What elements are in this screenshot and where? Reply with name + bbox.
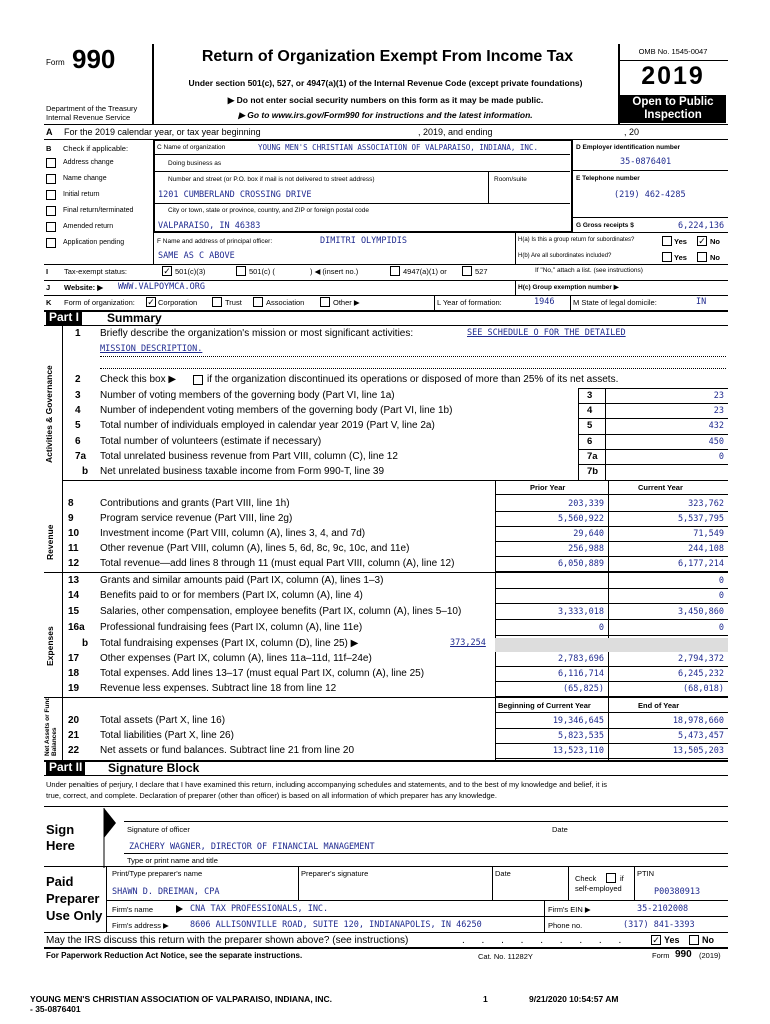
exp_lines-3-prior[interactable]: 0	[598, 623, 604, 633]
gov-line-1-box: 4	[587, 405, 593, 416]
exp_lines-3-current[interactable]: 0	[718, 623, 724, 633]
line2-checkbox[interactable]	[193, 375, 203, 385]
exp_lines-0-text: Grants and similar amounts paid (Part IX, column (A), lines 1–3)	[100, 575, 384, 586]
self-employed-label: self-employed	[575, 884, 622, 893]
form-corporation-checkbox[interactable]: ✓	[147, 297, 155, 307]
gov-line-4-text: Total unrelated business revenue from Part VIII, column (C), line 12	[100, 451, 398, 462]
form-number: 990	[72, 44, 116, 74]
instruction-ssn: ▶ Do not enter social security numbers on this form as it may be made public.	[227, 95, 544, 105]
checkbox-name-change[interactable]	[46, 174, 56, 184]
hc-label: H(c) Group exemption number ▶	[518, 284, 619, 291]
firm-phone-value[interactable]: (317) 841-3393	[623, 920, 695, 930]
exp_lines-4-text: Total fundraising expenses (Part IX, column (D), line 25) ▶	[100, 638, 359, 649]
omb-number: OMB No. 1545-0047	[638, 47, 708, 56]
rev_lines-4-text: Total revenue—add lines 8 through 11 (must equal Part VIII, column (A), line 12)	[100, 558, 455, 569]
side-net-assets: Net Assets or Fund Balances	[44, 696, 58, 756]
rev_lines-3-text: Other revenue (Part VIII, column (A), lines 5, 6d, 8c, 9c, 10c, and 11e)	[100, 543, 410, 554]
discuss-yes-checkbox[interactable]: ✓	[652, 935, 660, 945]
ein-label: D Employer identification number	[576, 144, 681, 151]
ha-no-label: No	[710, 237, 720, 246]
state-domicile-label: M State of legal domicile:	[573, 298, 657, 307]
firm-ein-label: Firm's EIN ▶	[548, 905, 591, 914]
paperwork-notice: For Paperwork Reduction Act Notice, see the separate instructions.	[46, 951, 303, 960]
status-527-checkbox[interactable]	[462, 266, 472, 276]
hb-yes-label: Yes	[674, 253, 687, 262]
state-domicile-value[interactable]: IN	[696, 297, 707, 307]
form-trust-checkbox[interactable]	[212, 297, 222, 307]
rev_lines-4-current[interactable]: 6,177,214	[677, 559, 724, 569]
rev_lines-1-num: 9	[68, 513, 74, 524]
exp_lines-2-current[interactable]: 3,450,860	[677, 607, 724, 617]
gov-line-3-box: 6	[587, 436, 593, 447]
org-box-frame	[153, 139, 573, 233]
dba-label: Doing business as	[168, 160, 222, 167]
here-label: Here	[46, 838, 75, 853]
rev_lines-3-current[interactable]: 244,108	[688, 544, 724, 554]
net_lines-2-prior[interactable]: 13,523,110	[552, 746, 604, 756]
sig-date-label: Date	[552, 825, 568, 834]
net_lines-2-num: 22	[68, 745, 80, 756]
line-a-label: A	[46, 127, 53, 137]
open-line1: Open to Public	[632, 96, 714, 108]
exp_lines-0-current[interactable]: 0	[718, 576, 724, 586]
line16b-shaded	[495, 638, 728, 652]
instruction-website: ▶ Go to www.irs.gov/Form990 for instructions and the latest information.	[238, 110, 533, 120]
line-k-text: Form of organization:	[64, 298, 135, 307]
exp_lines-5-prior[interactable]: 2,783,696	[557, 654, 604, 664]
net_lines-2-current[interactable]: 13,505,203	[672, 746, 724, 756]
side-expenses: Expenses	[45, 626, 55, 666]
officer-address[interactable]: SAME AS C ABOVE	[158, 251, 235, 261]
b-item-name-change: Name change	[63, 175, 107, 182]
gov-line-2-text: Total number of individuals employed in calendar year 2019 (Part V, line 2a)	[100, 420, 435, 431]
line-j-text: Website: ▶	[64, 283, 103, 292]
rev_lines-3-num: 11	[68, 543, 79, 554]
line-a-text: For the 2019 calendar year, or tax year beginning	[64, 127, 261, 137]
gov-line-4-box: 7a	[587, 451, 598, 462]
exp_lines-2-text: Salaries, other compensation, employee benefits (Part IX, column (A), lines 5–10)	[100, 606, 462, 617]
open-line2: Inspection	[644, 109, 702, 121]
gov-line-5-text: Net unrelated business taxable income from Form 990-T, line 39	[100, 466, 385, 477]
b-item-final-return: Final return/terminated	[63, 207, 134, 214]
col-begin-year: Beginning of Current Year	[498, 701, 591, 710]
firm-name-value[interactable]: CNA TAX PROFESSIONALS, INC.	[190, 904, 329, 914]
paid-label: Paid	[46, 874, 74, 889]
line2-text: Check this box ▶	[100, 374, 177, 385]
line1-value1[interactable]: SEE SCHEDULE O FOR THE DETAILED	[467, 328, 626, 338]
status-501c-label: 501(c) (	[249, 267, 275, 276]
rev_lines-4-num: 12	[68, 558, 80, 569]
form-association-checkbox[interactable]	[253, 297, 263, 307]
gov-line-0-num: 3	[75, 390, 81, 401]
rev_lines-0-text: Contributions and grants (Part VIII, line 1h)	[100, 498, 290, 509]
line2-text2: if the organization discontinued its operations or disposed of more than 25% of its net assets.	[207, 374, 619, 385]
part2-label: Part II	[46, 760, 85, 775]
sign-label: Sign	[46, 822, 75, 837]
checkbox-initial-return[interactable]	[46, 190, 56, 200]
line-i-text: Tax-exempt status:	[64, 267, 127, 276]
year-formation-value[interactable]: 1946	[534, 297, 555, 307]
form-other-checkbox[interactable]	[320, 297, 330, 307]
discuss-no-label: No	[702, 935, 714, 945]
ptin-label: PTIN	[637, 869, 655, 878]
gov-line-0-box: 3	[587, 390, 593, 401]
form-word: Form	[46, 58, 65, 67]
side-revenue: Revenue	[45, 524, 55, 560]
gov-line-1-value[interactable]: 23	[713, 406, 724, 416]
rev_lines-2-text: Investment income (Part VIII, column (A), lines 3, 4, and 7d)	[100, 528, 366, 539]
net_lines-0-current[interactable]: 18,978,660	[672, 716, 724, 726]
gov-line-1-num: 4	[75, 405, 81, 416]
firm-ein-value[interactable]: 35-2102008	[637, 904, 689, 914]
line1-num: 1	[75, 328, 81, 339]
part2-title: Signature Block	[108, 761, 200, 775]
exp_lines-6-prior[interactable]: 6,116,714	[557, 669, 604, 679]
officer-label: F Name and address of principal officer:	[157, 238, 273, 245]
footer-org-ein: - 35-0876401	[30, 1004, 81, 1014]
net_lines-1-text: Total liabilities (Part X, line 26)	[100, 730, 234, 741]
hb-note: If "No," attach a list. (see instructions)	[535, 267, 643, 274]
phone-value[interactable]: (219) 462-4285	[614, 190, 686, 200]
status-4947-checkbox[interactable]	[390, 266, 400, 276]
hb-no-label: No	[710, 253, 720, 262]
firm-name-arrow-icon	[176, 905, 184, 913]
ha-yes-label: Yes	[674, 237, 687, 246]
gov-line-2-num: 5	[75, 420, 81, 431]
self-emp-if-label: if	[620, 874, 624, 883]
discuss-dots: . . . . . . . . .	[462, 935, 629, 946]
checkbox-address-change[interactable]	[46, 158, 56, 168]
exp_lines-2-num: 15	[68, 606, 80, 617]
dept-line2: Internal Revenue Service	[46, 113, 131, 122]
status-4947-label: 4947(a)(1) or	[403, 267, 447, 276]
line-k-label: K	[46, 298, 52, 307]
b-item-application-pending: Application pending	[63, 239, 125, 246]
exp_lines-7-text: Revenue less expenses. Subtract line 18 from line 12	[100, 683, 337, 694]
rev_lines-4-prior[interactable]: 6,050,889	[557, 559, 604, 569]
ha-no-checkbox[interactable]: ✓	[698, 236, 706, 246]
exp_lines-1-current[interactable]: 0	[718, 591, 724, 601]
net_lines-2-text: Net assets or fund balances. Subtract line 21 from line 20	[100, 745, 355, 756]
status-527-label: 527	[475, 267, 488, 276]
perjury-line1: Under penalties of perjury, I declare that I have examined this return, including accompanying schedules and statements, and to the best of my knowledge and belief, it is	[46, 780, 608, 789]
self-employed-checkbox[interactable]	[606, 873, 616, 883]
part1-label: Part I	[46, 310, 82, 325]
exp_lines-7-prior[interactable]: (65,825)	[563, 684, 604, 694]
perjury-line2: true, correct, and complete. Declaration of preparer (other than officer) is based on all information of which preparer has any knowledge.	[46, 791, 497, 800]
checkbox-amended-return[interactable]	[46, 222, 56, 232]
type-name-label: Type or print name and title	[127, 856, 218, 865]
footer-form-number: 990	[675, 949, 692, 960]
discuss-no-checkbox[interactable]	[689, 935, 699, 945]
status-insert-no: ) ◀ (insert no.)	[310, 267, 359, 276]
net_lines-0-text: Total assets (Part X, line 16)	[100, 715, 226, 726]
exp_lines-5-current[interactable]: 2,794,372	[677, 654, 724, 664]
year-formation-label: L Year of formation:	[437, 298, 502, 307]
exp_lines-3-num: 16a	[68, 622, 85, 633]
col-current-year: Current Year	[638, 483, 683, 492]
line-a-end: , 20	[624, 127, 640, 137]
use-only-label: Use Only	[46, 908, 103, 923]
hb-no-checkbox[interactable]	[697, 252, 707, 262]
discuss-yes-label: Yes	[664, 935, 680, 945]
gross-receipts-value[interactable]: 6,224,136	[678, 221, 725, 231]
rev_lines-2-num: 10	[68, 528, 80, 539]
gov-line-3-text: Total number of volunteers (estimate if necessary)	[100, 436, 322, 447]
exp_lines-6-num: 18	[68, 668, 80, 679]
side-activities-governance: Activities & Governance	[44, 365, 54, 463]
sig-officer-label: Signature of officer	[127, 825, 190, 834]
ha-yes-checkbox[interactable]	[662, 236, 672, 246]
footer-org-name: YOUNG MEN'S CHRISTIAN ASSOCIATION OF VALPARAISO, INDIANA, INC.	[30, 994, 333, 1004]
form-title: Return of Organization Exempt From Income Tax	[201, 48, 574, 65]
sign-arrow-icon	[103, 808, 119, 868]
self-emp-check-label: Check	[575, 874, 597, 883]
firm-name-label: Firm's name	[112, 905, 154, 914]
discuss-question: May the IRS discuss this return with the preparer shown above? (see instructions)	[46, 935, 409, 946]
gov-line-0-value[interactable]: 23	[713, 391, 724, 401]
exp_lines-5-text: Other expenses (Part IX, column (A), lines 11a–11d, 11f–24e)	[100, 653, 372, 664]
firm-addr-value[interactable]: 8606 ALLISONVILLE ROAD, SUITE 120, INDIANAPOLIS, IN 46250	[190, 920, 482, 930]
exp_lines-7-current[interactable]: (68,018)	[683, 684, 724, 694]
hb-label: H(b) Are all subordinates included?	[518, 253, 612, 259]
city-value[interactable]: VALPARAISO, IN 46383	[158, 221, 261, 231]
preparer-name-label: Print/Type preparer's name	[112, 869, 203, 878]
net_lines-1-current[interactable]: 5,473,457	[677, 731, 724, 741]
gov-line-5-num: b	[82, 466, 89, 477]
status-501c3-checkbox[interactable]: ✓	[163, 266, 171, 276]
line1-text: Briefly describe the organization's mission or most significant activities:	[100, 328, 414, 339]
hb-yes-checkbox[interactable]	[662, 252, 672, 262]
preparer-date-label: Date	[495, 869, 511, 878]
firm-addr-label: Firm's address ▶	[112, 921, 169, 930]
form-other-label: Other ▶	[333, 298, 360, 307]
exp_lines-0-num: 13	[68, 575, 80, 586]
rev_lines-0-current[interactable]: 323,762	[688, 499, 724, 509]
b-item-initial-return: Initial return	[63, 191, 100, 198]
dept-line1: Department of the Treasury	[46, 104, 138, 113]
line16b-value[interactable]: 373,254	[450, 638, 486, 648]
exp_lines-6-text: Total expenses. Add lines 13–17 (must equal Part IX, column (A), line 25)	[100, 668, 425, 679]
rev_lines-1-prior[interactable]: 5,560,922	[557, 514, 604, 524]
preparer-label: Preparer	[46, 891, 100, 906]
open-inspection-badge	[620, 95, 726, 123]
rev_lines-1-text: Program service revenue (Part VIII, line 2g)	[100, 513, 293, 524]
officer-name-title[interactable]: ZACHERY WAGNER, DIRECTOR OF FINANCIAL MANAGEMENT	[129, 842, 375, 852]
line1-value2[interactable]: MISSION DESCRIPTION.	[100, 344, 203, 354]
gov-line-1-text: Number of independent voting members of the governing body (Part VI, line 1b)	[100, 405, 453, 416]
street-label: Number and street (or P.O. box if mail is not delivered to street address)	[168, 176, 375, 183]
rev_lines-2-current[interactable]: 71,549	[693, 529, 724, 539]
exp_lines-3-text: Professional fundraising fees (Part IX, column (A), line 11e)	[100, 622, 363, 633]
gov-line-0-text: Number of voting members of the governing body (Part VI, line 1a)	[100, 390, 395, 401]
checkbox-final-return[interactable]	[46, 206, 56, 216]
b-item-address-change: Address change	[63, 159, 114, 166]
gov-line-3-value[interactable]: 450	[708, 437, 724, 447]
form-trust-label: Trust	[225, 298, 242, 307]
org-name-value[interactable]: YOUNG MEN'S CHRISTIAN ASSOCIATION OF VALPARAISO, INDIANA, INC.	[258, 143, 538, 152]
rev_lines-1-current[interactable]: 5,537,795	[677, 514, 724, 524]
org-name-label: C Name of organization	[157, 144, 226, 151]
status-501c-checkbox[interactable]	[236, 266, 246, 276]
preparer-name[interactable]: SHAWN D. DREIMAN, CPA	[112, 887, 220, 897]
footer-form-year: (2019)	[699, 951, 721, 960]
section-b-label: B	[46, 144, 52, 153]
exp_lines-6-current[interactable]: 6,245,232	[677, 669, 724, 679]
section-b-title: Check if applicable:	[63, 144, 129, 153]
net_lines-1-prior[interactable]: 5,823,535	[557, 731, 604, 741]
checkbox-application-pending[interactable]	[46, 238, 56, 248]
line-j-label: J	[46, 283, 51, 292]
ein-value[interactable]: 35-0876401	[620, 157, 672, 167]
net_lines-0-num: 20	[68, 715, 80, 726]
gov-line-3-num: 6	[75, 436, 81, 447]
net_lines-1-num: 21	[68, 730, 80, 741]
line-i-label: I	[46, 267, 49, 276]
tax-year: 2019	[641, 62, 705, 90]
rev_lines-2-prior[interactable]: 29,640	[573, 529, 604, 539]
firm-phone-label: Phone no.	[548, 921, 583, 930]
gov-line-2-box: 5	[587, 420, 593, 431]
form-corporation-label: Corporation	[158, 298, 198, 307]
city-label: City or town, state or province, country, and ZIP or foreign postal code	[168, 207, 369, 214]
line-a-mid: , 2019, and ending	[418, 127, 493, 137]
exp_lines-4-num: b	[82, 638, 89, 649]
gov-line-4-value[interactable]: 0	[718, 452, 724, 462]
form-subtitle: Under section 501(c), 527, or 4947(a)(1) of the Internal Revenue Code (except private foundations)	[188, 78, 583, 88]
status-501c3-label: 501(c)(3)	[175, 267, 206, 276]
officer-name[interactable]: DIMITRI OLYMPIDIS	[320, 236, 407, 246]
b-item-amended-return: Amended return	[63, 223, 114, 230]
preparer-sig-label: Preparer's signature	[301, 869, 369, 878]
website-value[interactable]: WWW.VALPOYMCA.ORG	[118, 282, 205, 292]
exp_lines-7-num: 19	[68, 683, 80, 694]
rev_lines-3-prior[interactable]: 256,988	[568, 544, 604, 554]
exp_lines-5-num: 17	[68, 653, 80, 664]
footer-page-number: 1	[483, 994, 488, 1004]
phone-label: E Telephone number	[576, 175, 640, 182]
rev_lines-0-prior[interactable]: 203,339	[568, 499, 604, 509]
gov-line-2-value[interactable]: 432	[708, 421, 724, 431]
exp_lines-1-num: 14	[68, 590, 80, 601]
net_lines-0-prior[interactable]: 19,346,645	[552, 716, 604, 726]
street-value[interactable]: 1201 CUMBERLAND CROSSING DRIVE	[158, 190, 312, 200]
cat-number: Cat. No. 11282Y	[478, 952, 533, 961]
gov-line-4-num: 7a	[75, 451, 87, 462]
ptin-value[interactable]: P00380913	[654, 887, 701, 897]
part1-title: Summary	[107, 311, 162, 325]
form-association-label: Association	[266, 298, 305, 307]
gov-line-5-box: 7b	[587, 466, 599, 477]
line2-num: 2	[75, 374, 81, 385]
room-label: Room/suite	[494, 176, 527, 183]
footer-form-word: Form	[652, 951, 670, 960]
ha-label: H(a) Is this a group return for subordinates?	[518, 237, 635, 243]
exp_lines-1-text: Benefits paid to or for members (Part IX, column (A), line 4)	[100, 590, 363, 601]
rev_lines-0-num: 8	[68, 498, 74, 509]
col-prior-year: Prior Year	[530, 483, 566, 492]
footer-timestamp: 9/21/2020 10:54:57 AM	[529, 994, 619, 1004]
col-end-year: End of Year	[638, 701, 680, 710]
gross-receipts-label: G Gross receipts $	[576, 222, 634, 229]
exp_lines-2-prior[interactable]: 3,333,018	[557, 607, 604, 617]
